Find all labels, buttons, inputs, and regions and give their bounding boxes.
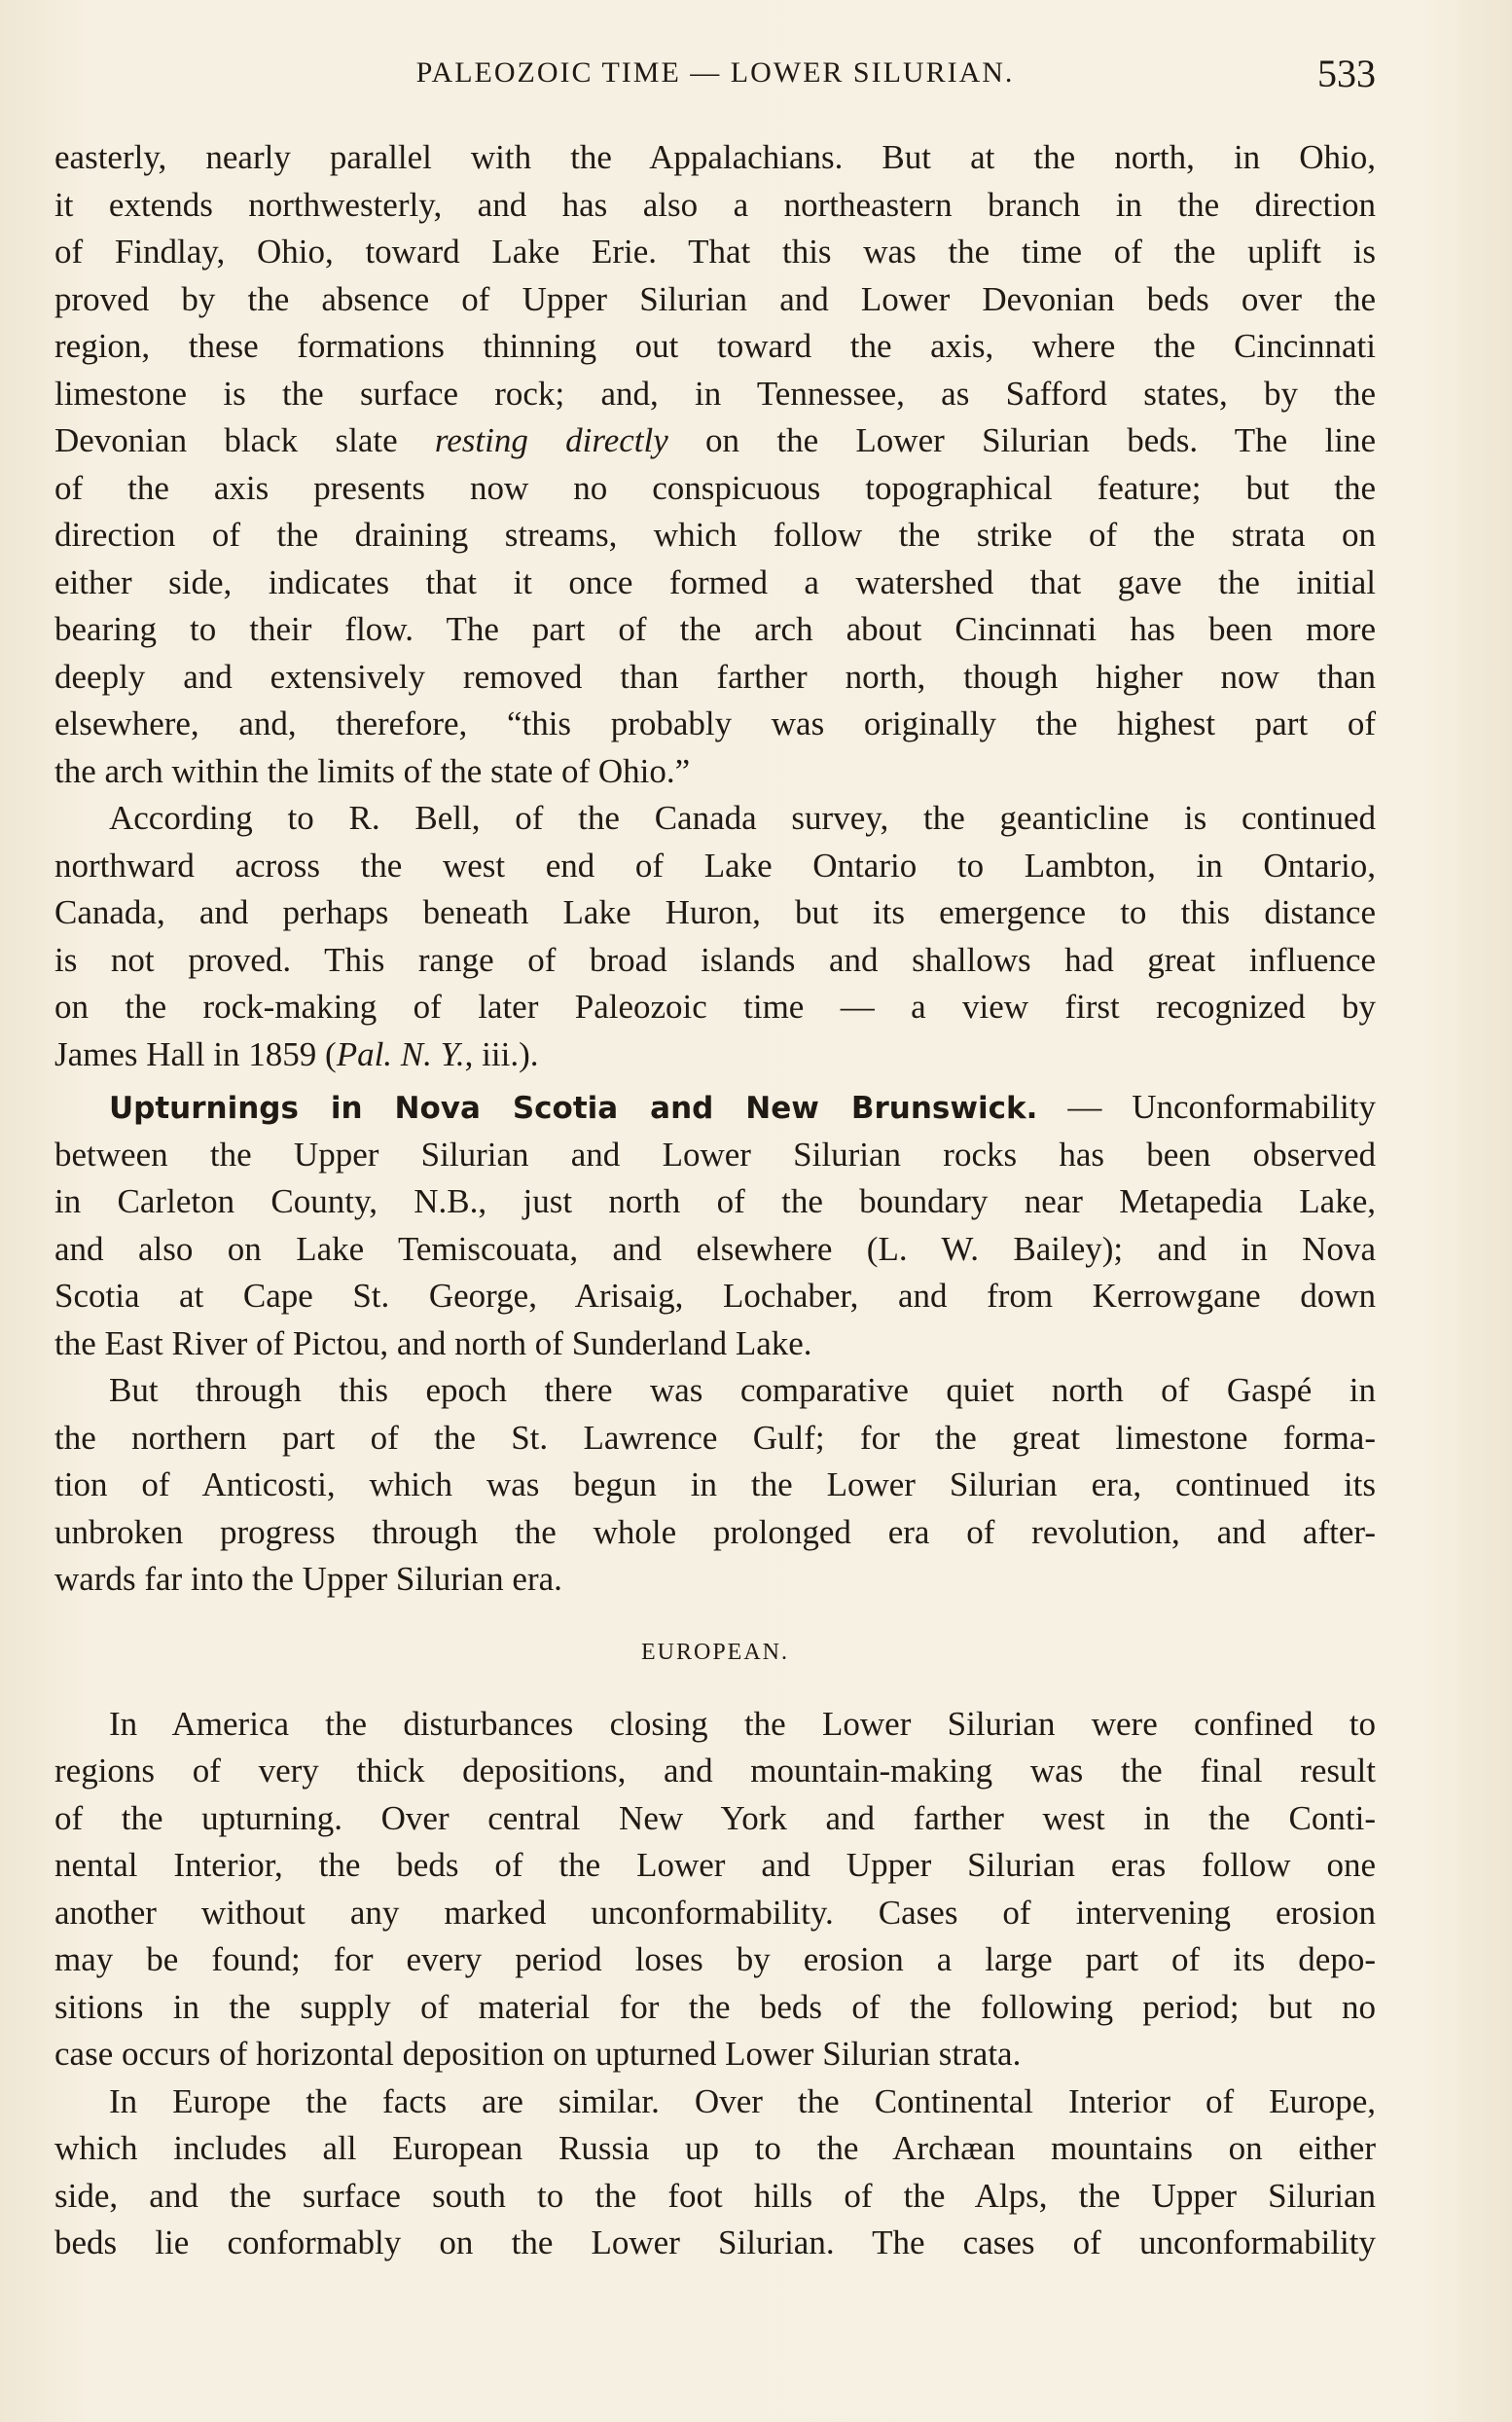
text-line: the arch within the limits of the state of Ohio.” [54,751,691,790]
running-head: PALEOZOIC TIME — LOWER SILURIAN. [415,56,1015,89]
text-run: James Hall in 1859 ( [54,1034,337,1073]
text-line: nental Interior, the beds of the Lower and Upper Silurian eras follow one [54,1846,1376,1884]
text-line [54,1084,1376,1132]
text-line: region, these formations thinning out toward the axis, where the Cincinnati [54,327,1376,365]
text-line: the northern part of the St. Lawrence Gulf; for the great limestone forma- [54,1418,1376,1457]
text-line: which includes all European Russia up to the Archæan mountains on either [54,2129,1376,2167]
text-run: , iii.). [464,1034,539,1073]
text-line: In Europe the facts are similar. Over the Continental Interior of Europe, [109,2081,1376,2120]
text-line: In America the disturbances closing the Lower Silurian were confined to [109,1704,1376,1743]
page-header [54,51,1376,99]
paragraph-axis-description [54,134,1376,795]
text-run: — Unconformability [1037,1088,1376,1126]
text-line: the East River of Pictou, and north of Sunderland Lake. [54,1323,812,1362]
text-line: But through this epoch there was comparative quiet north of Gaspé in [109,1371,1376,1409]
text-line: direction of the draining streams, which follow the strike of the strata on [54,516,1376,554]
text-line: northward across the west end of Lake Ontario to Lambton, in Ontario, [54,846,1376,885]
text-line: side, and the surface south to the foot hills of the Alps, the Upper Silurian [54,2176,1376,2215]
text-line [54,1031,1376,1079]
text-run: Devonian black slate [54,421,435,459]
text-line: regions of very thick depositions, and mountain-making was the final result [54,1752,1376,1789]
text-line: limestone is the surface rock; and, in Tennessee, as Safford states, by the [54,374,1376,413]
subsection-heading: Upturnings in Nova Scotia and New Brunswick. [109,1091,1038,1126]
text-line: it extends northwesterly, and has also a northeastern branch in the direction [54,185,1376,224]
section-heading: EUROPEAN. [640,1639,789,1665]
text-line: beds lie conformably on the Lower Silurian. The cases of unconformability [54,2223,1376,2261]
text-line: between the Upper Silurian and Lower Silurian rocks has been observed [54,1135,1376,1174]
text-line: proved by the absence of Upper Silurian and Lower Devonian beds over the [54,279,1376,318]
text-line: another without any marked unconformability. Cases of intervening erosion [54,1893,1376,1932]
italic-text: resting directly [434,421,668,459]
text-line: in Carleton County, N.B., just north of the boundary near Metapedia Lake, [54,1182,1376,1220]
text-line: Scotia at Cape St. George, Arisaig, Lochaber, and from Kerrowgane down [54,1277,1376,1315]
text-line: and also on Lake Temiscouata, and elsewhere (L. W. Bailey); and in Nova [54,1229,1376,1268]
paragraph-nova-scotia [54,1084,1376,1367]
text-line: of the upturning. Over central New York and farther west in the Conti- [54,1798,1376,1837]
text-run: on the Lower Silurian beds. The line [667,421,1376,459]
text-line: is not proved. This range of broad islands and shallows had great influence [54,940,1376,979]
paragraph-bell-survey [54,795,1376,1078]
text-line: either side, indicates that it once formed a watershed that gave the initial [54,562,1376,601]
text-line: elsewhere, and, therefore, “this probably was originally the highest part of [54,705,1376,742]
text-line: According to R. Bell, of the Canada survey, the geanticline is continued [109,799,1376,837]
paragraph-america [54,1701,1376,2079]
text-line: may be found; for every period loses by erosion a large part of its depo- [54,1940,1376,1978]
text-line: Canada, and perhaps beneath Lake Huron, but its emergence to this distance [54,893,1376,931]
page-body [54,134,1376,2267]
text-line: wards far into the Upper Silurian era. [54,1560,562,1598]
text-line: bearing to their flow. The part of the arch about Cincinnati has been more [54,610,1376,648]
text-line: of Findlay, Ohio, toward Lake Erie. That this was the time of the uplift is [54,233,1376,271]
text-line: sitions in the supply of material for the beds of the following period; but no [54,1987,1376,2026]
paragraph-gaspe [54,1367,1376,1604]
page-number: 533 [1317,52,1376,95]
text-line: deeply and extensively removed than farther north, though higher now than [54,657,1376,696]
text-line: of the axis presents now no conspicuous topographical feature; but the [54,468,1376,507]
text-line: on the rock-making of later Paleozoic time — a view first recognized by [54,988,1376,1026]
text-line: easterly, nearly parallel with the Appalachians. But at the north, in Ohio, [54,138,1376,176]
text-line: tion of Anticosti, which was begun in the Lower Silurian era, continued its [54,1465,1376,1503]
paragraph-europe [54,2079,1376,2267]
italic-text: Pal. N. Y. [336,1034,465,1073]
text-line [54,417,1376,465]
text-line: case occurs of horizontal deposition on upturned Lower Silurian strata. [54,2035,1022,2073]
text-line: unbroken progress through the whole prolonged era of revolution, and after- [54,1512,1376,1551]
